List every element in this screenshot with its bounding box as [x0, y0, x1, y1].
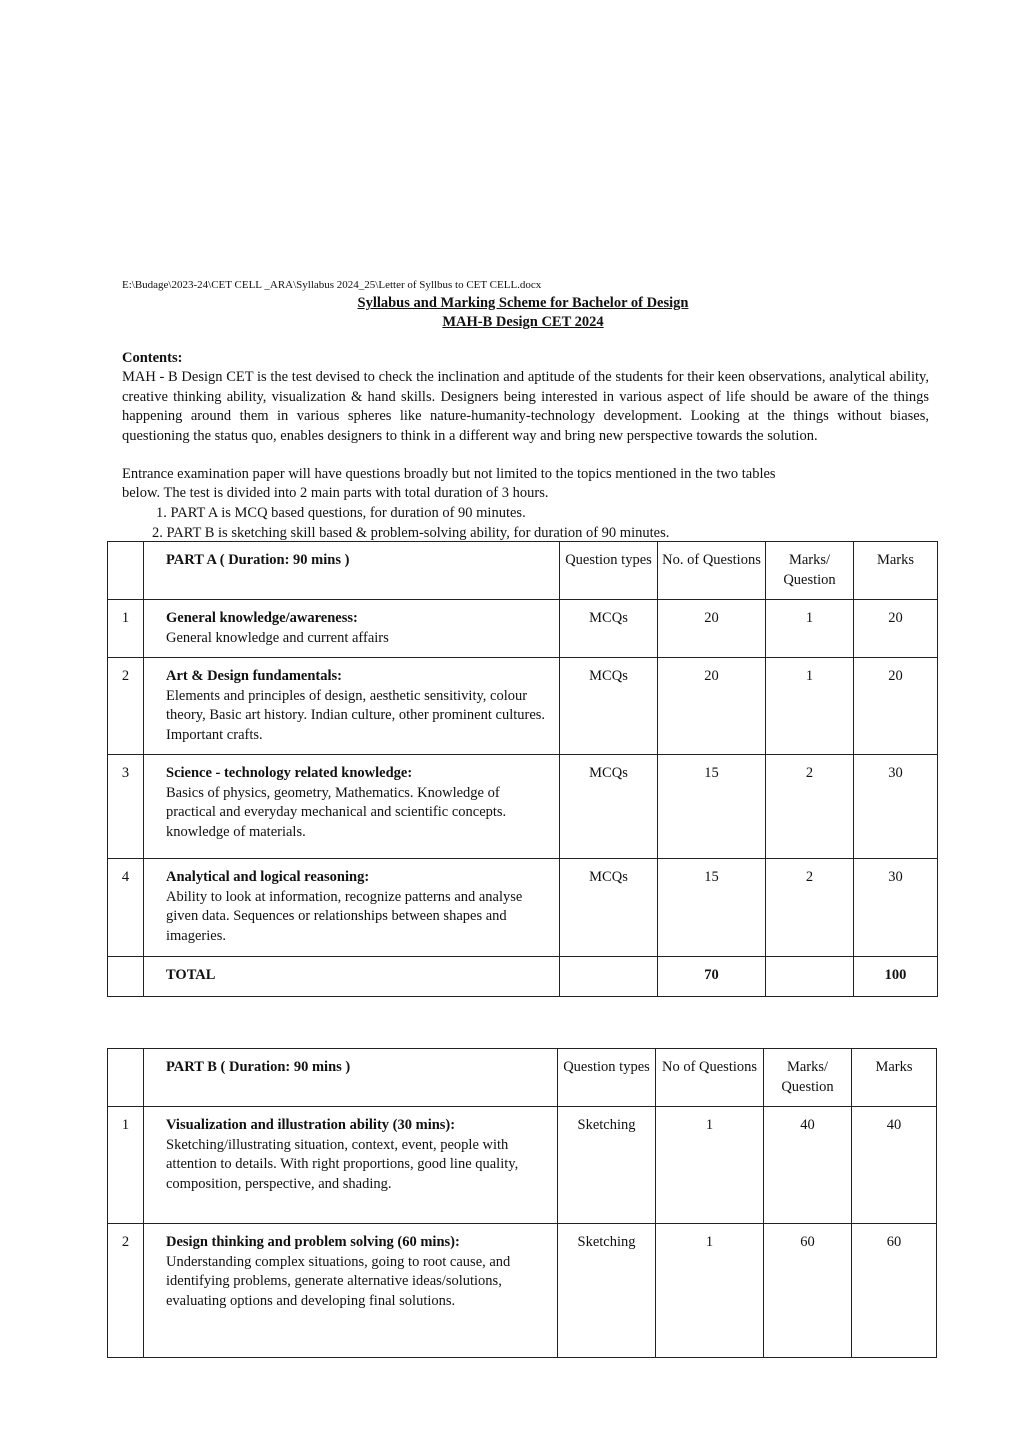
table-header-row: [108, 542, 938, 600]
table-row: [108, 755, 938, 859]
intro-paragraph: MAH - B Design CET is the test devised to check the inclination and aptitude of the students for their keen observations, analytical ability, creative thinking ability, visualization & hand skills. Designers being interested in various aspect of life should be aware of the things happening around them in various spheres like nature-humanity-technology development. Looking at the things without biases, questioning the status quo, enables designers to think in a different way and bring new perspective towards the solution.: [122, 369, 929, 444]
row-type: Sketching: [558, 1224, 656, 1358]
row-description: [144, 600, 560, 658]
row-type: MCQs: [560, 755, 658, 859]
row-body: Elements and principles of design, aesthetic sensitivity, colour theory, Basic art history. Indian culture, other prominent cultures. Important crafts.: [166, 687, 546, 743]
total-label: TOTAL: [144, 957, 560, 997]
row-body: Understanding complex situations, going to root cause, and identifying problems, generate alternative ideas/solutions, evaluating options and developing final solutions.: [166, 1253, 511, 1309]
row-marks-per: 40: [764, 1107, 852, 1224]
total-empty-cell: [108, 957, 144, 997]
total-empty-cell: [560, 957, 658, 997]
row-heading: General knowledge/awareness:: [166, 610, 358, 626]
row-description: [144, 658, 560, 755]
total-count: 70: [658, 957, 766, 997]
row-count: 15: [658, 859, 766, 957]
row-description: [144, 755, 560, 859]
file-path-header: E:\Budage\2023-24\CET CELL _ARA\Syllabus 2024_25\Letter of Syllbus to CET CELL.docx: [122, 279, 542, 291]
row-type: MCQs: [560, 600, 658, 658]
row-description: [144, 1224, 558, 1358]
row-heading: Art & Design fundamentals:: [166, 668, 343, 684]
row-heading: Visualization and illustration ability (30 mins):: [166, 1117, 456, 1133]
header-num-questions: No of Questions: [656, 1049, 764, 1107]
row-count: 1: [656, 1224, 764, 1358]
row-number: 2: [108, 658, 144, 755]
header-marks-per-question: Marks/ Question: [764, 1049, 852, 1107]
row-count: 1: [656, 1107, 764, 1224]
header-question-types: Question types: [560, 542, 658, 600]
part-b-header-title: PART B ( Duration: 90 mins ): [144, 1049, 558, 1107]
part-b-list-item: 2. PART B is sketching skill based & problem-solving ability, for duration of 90 minutes.: [152, 525, 670, 541]
header-cell-no: [108, 542, 144, 600]
row-type: MCQs: [560, 859, 658, 957]
table-row: [108, 1224, 937, 1358]
part-a-header-title: PART A ( Duration: 90 mins ): [144, 542, 560, 600]
part-a-list-item: 1. PART A is MCQ based questions, for duration of 90 minutes.: [156, 505, 526, 521]
header-marks: Marks: [852, 1049, 937, 1107]
row-heading: Design thinking and problem solving (60 mins):: [166, 1234, 460, 1250]
row-marks: 20: [854, 600, 938, 658]
row-type: Sketching: [558, 1107, 656, 1224]
exam-line-1: Entrance examination paper will have questions broadly but not limited to the topics mentioned in the two tables: [122, 466, 776, 482]
row-marks: 30: [854, 859, 938, 957]
row-marks: 40: [852, 1107, 937, 1224]
header-marks-per-question: Marks/ Question: [766, 542, 854, 600]
contents-heading: Contents:: [122, 350, 183, 366]
table-row: [108, 1107, 937, 1224]
header-marks: Marks: [854, 542, 938, 600]
document-subtitle: MAH-B Design CET 2024: [442, 314, 604, 330]
header-num-questions: No. of Questions: [658, 542, 766, 600]
row-number: 2: [108, 1224, 144, 1358]
row-body: Ability to look at information, recognize patterns and analyse given data. Sequences or relationships between shapes and imageries.: [166, 888, 523, 944]
row-count: 15: [658, 755, 766, 859]
exam-line-2: below. The test is divided into 2 main parts with total duration of 3 hours.: [122, 485, 549, 501]
row-body: Sketching/illustrating situation, context, event, people with attention to details. With right proportions, good line quality, composition, perspective, and shading.: [166, 1136, 519, 1192]
row-marks-per: 2: [766, 755, 854, 859]
header-question-types: Question types: [558, 1049, 656, 1107]
row-number: 3: [108, 755, 144, 859]
row-number: 1: [108, 1107, 144, 1224]
row-body: General knowledge and current affairs: [166, 629, 389, 646]
row-type: MCQs: [560, 658, 658, 755]
row-marks: 30: [854, 755, 938, 859]
row-number: 1: [108, 600, 144, 658]
row-description: [144, 1107, 558, 1224]
row-marks-per: 1: [766, 658, 854, 755]
table-row: [108, 859, 938, 957]
row-marks-per: 60: [764, 1224, 852, 1358]
row-marks-per: 1: [766, 600, 854, 658]
total-marks: 100: [854, 957, 938, 997]
row-description: [144, 859, 560, 957]
table-header-row: [108, 1049, 937, 1107]
row-heading: Analytical and logical reasoning:: [166, 869, 370, 885]
row-count: 20: [658, 658, 766, 755]
table-row: [108, 658, 938, 755]
total-empty-cell: [766, 957, 854, 997]
row-count: 20: [658, 600, 766, 658]
row-marks: 20: [854, 658, 938, 755]
table-row: [108, 600, 938, 658]
row-marks-per: 2: [766, 859, 854, 957]
part-a-table: [107, 541, 938, 997]
header-cell-no: [108, 1049, 144, 1107]
part-b-table: [107, 1048, 937, 1358]
document-title: Syllabus and Marking Scheme for Bachelor of Design: [357, 295, 689, 311]
total-row: [108, 957, 938, 997]
row-body: Basics of physics, geometry, Mathematics. Knowledge of practical and everyday mechanical and scientific concepts. knowledge of materials.: [166, 784, 507, 840]
row-number: 4: [108, 859, 144, 957]
row-heading: Science - technology related knowledge:: [166, 765, 413, 781]
row-marks: 60: [852, 1224, 937, 1358]
